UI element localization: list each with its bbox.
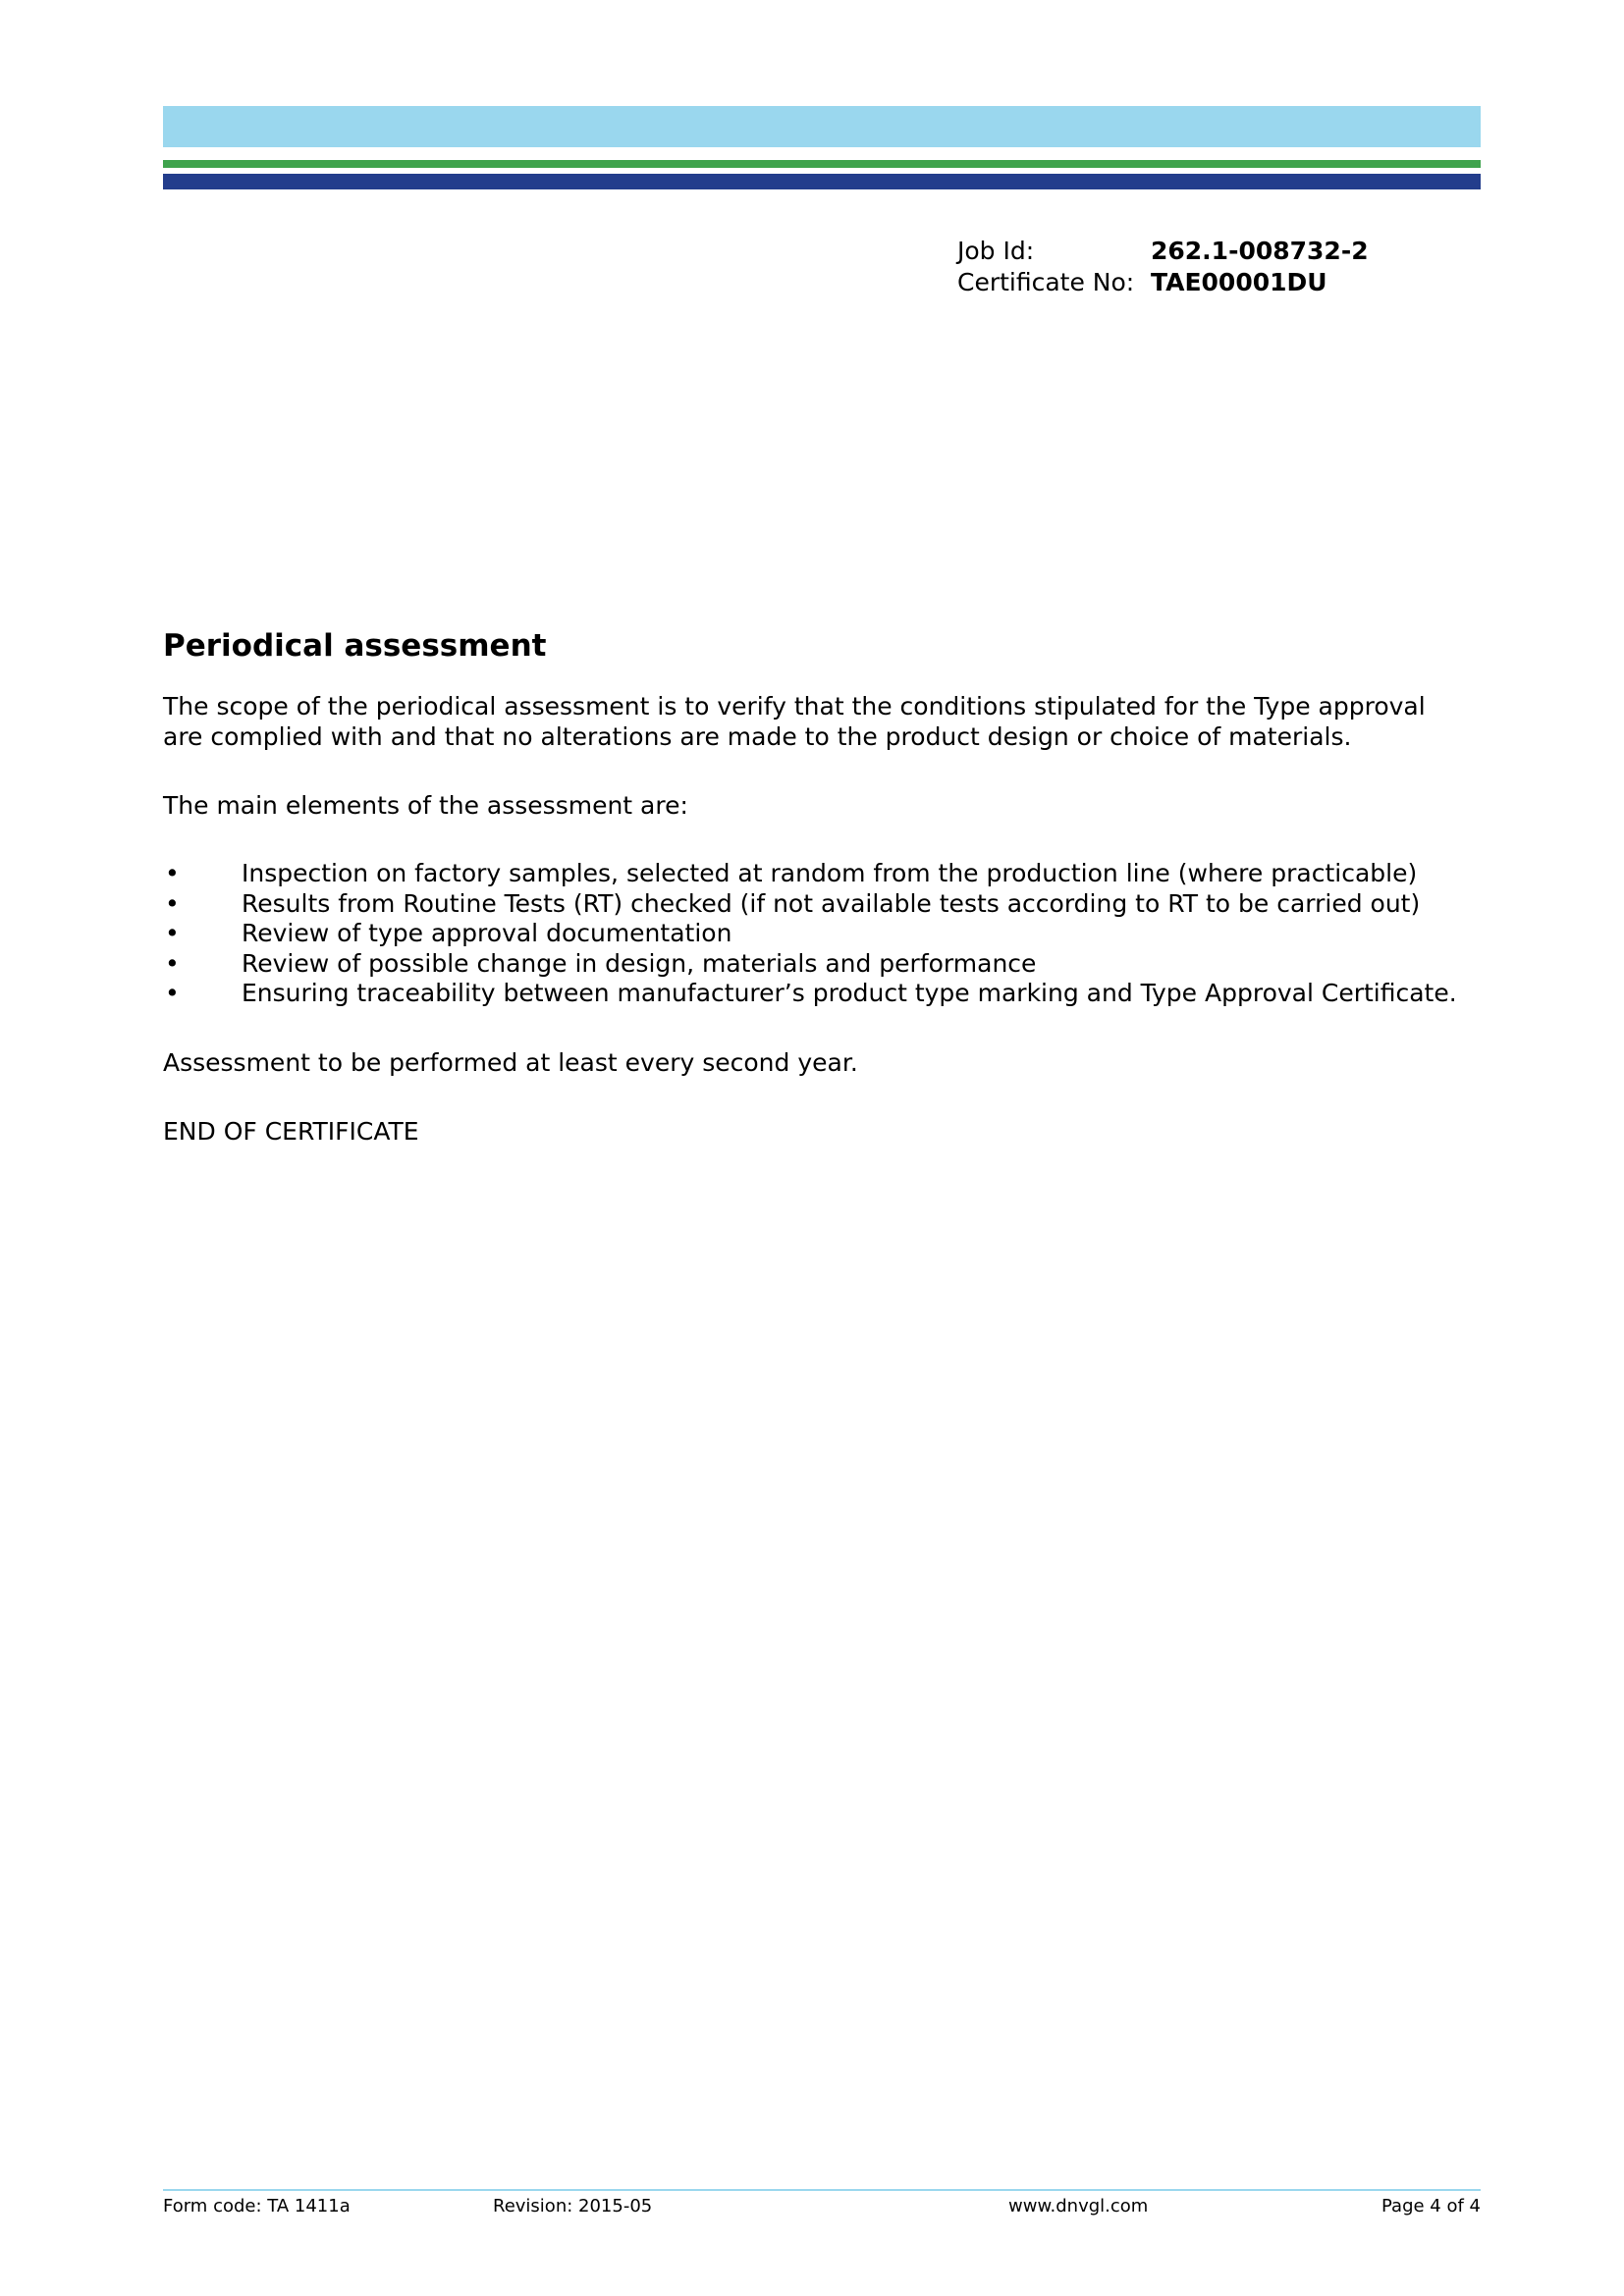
list-item [163,859,1481,889]
footer-page-number: Page 4 of 4 [1381,2196,1481,2216]
list-item-text: Review of type approval documentation [242,919,732,947]
list-item-text: Review of possible change in design, materials and performance [242,948,1037,978]
job-id-row [957,236,1369,267]
header-band-green [163,160,1481,168]
list-item [163,889,1481,920]
certificate-number-label: Certificate No: [957,268,1135,296]
end-of-certificate: END OF CERTIFICATE [163,1116,419,1146]
certificate-number-value: TAE00001DU [1151,268,1327,296]
section-heading: Periodical assessment [163,628,547,664]
elements-intro: The main elements of the assessment are: [163,791,688,820]
job-id-label: Job Id: [957,237,1035,265]
footer-divider [163,2189,1481,2191]
footer-form-code: Form code: TA 1411a [163,2196,351,2216]
list-item-text: Results from Routine Tests (RT) checked (if not available tests according to RT to be carried out) [242,888,1421,918]
main-content [163,626,1481,1147]
bullet-icon: • [165,919,180,947]
bullet-icon: • [165,888,180,918]
list-item-text: Ensuring traceability between manufacturer’s product type marking and Type Approval Certificate. [242,979,1457,1007]
certificate-number-row [957,267,1369,298]
header-band-navy [163,174,1481,189]
list-item [163,979,1481,1009]
header-band-light-blue [163,106,1481,147]
footer-website-link[interactable]: www.dnvgl.com [1008,2196,1149,2216]
assessment-elements-list [163,859,1481,1009]
bullet-icon: • [165,859,180,887]
scope-line-1: The scope of the periodical assessment is to verify that the conditions stipulated for the Type approval [163,692,1426,721]
list-item [163,949,1481,980]
bullet-icon: • [165,948,180,978]
list-item-text: Inspection on factory samples, selected at random from the production line (where practicable) [242,859,1418,887]
scope-line-2: are complied with and that no alterations are made to the product design or choice of materials. [163,722,1352,751]
certificate-meta [957,236,1369,298]
footer-revision: Revision: 2015-05 [493,2196,653,2216]
scope-paragraph [163,691,1481,752]
list-item [163,919,1481,949]
job-id-value: 262.1-008732-2 [1151,237,1369,265]
bullet-icon: • [165,979,180,1007]
assessment-frequency: Assessment to be performed at least every second year. [163,1047,858,1077]
